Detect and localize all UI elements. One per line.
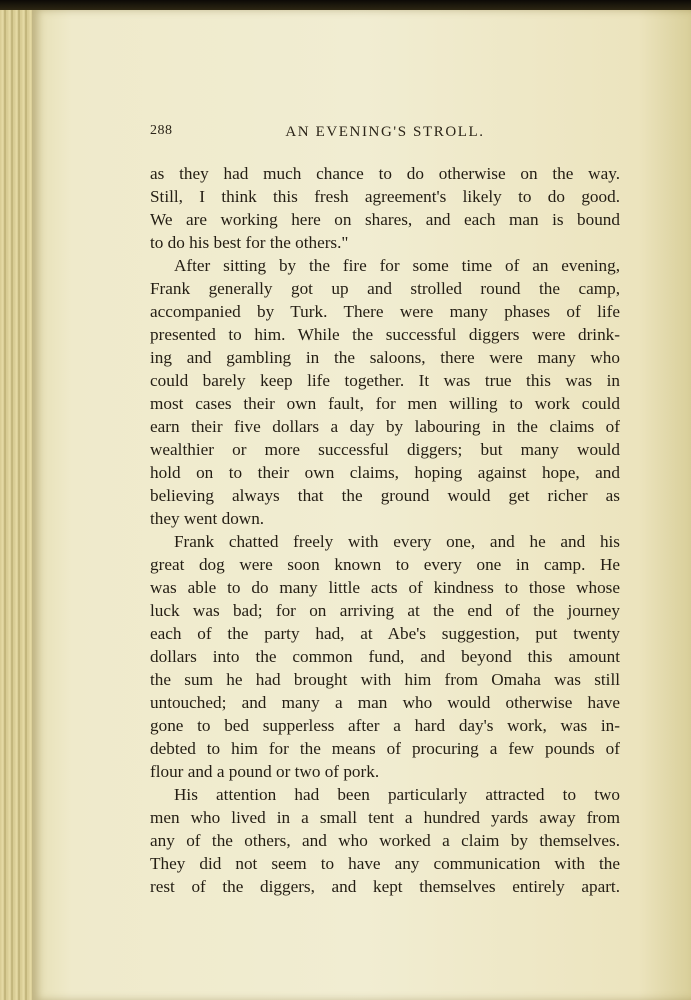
text-line: they went down. bbox=[150, 509, 265, 528]
text-line: men who lived in a small tent a hundred yards away from bbox=[150, 808, 620, 827]
text-line: After sitting by the fire for some time of an evening, bbox=[174, 256, 620, 275]
text-line: any of the others, and who worked a claim by themselves. bbox=[150, 831, 620, 850]
text-line: flour and a pound or two of pork. bbox=[150, 762, 380, 781]
page-header bbox=[150, 123, 620, 145]
text-line: They did not seem to have any communication with the bbox=[150, 854, 620, 873]
text-line: most cases their own fault, for men willing to work could bbox=[150, 394, 620, 413]
text-line: great dog were soon known to every one in camp. He bbox=[150, 555, 620, 574]
text-line: wealthier or more successful diggers; but many would bbox=[150, 440, 620, 459]
text-line: ing and gambling in the saloons, there were many who bbox=[150, 348, 620, 367]
text-line: Frank generally got up and strolled round the camp, bbox=[150, 279, 620, 298]
running-head: AN EVENING'S STROLL. bbox=[285, 124, 485, 140]
body-text bbox=[150, 162, 620, 898]
text-line: rest of the diggers, and kept themselves entirely apart. bbox=[150, 877, 620, 896]
text-line: could barely keep life together. It was true this was in bbox=[150, 371, 620, 390]
text-line: the sum he had brought with him from Omaha was still bbox=[150, 670, 620, 689]
text-line: hold on to their own claims, hoping against hope, and bbox=[150, 463, 620, 482]
text-line: as they had much chance to do otherwise on the way. bbox=[150, 164, 620, 183]
text-line: was able to do many little acts of kindness to those whose bbox=[150, 578, 620, 597]
text-line: gone to bed supperless after a hard day's work, was in- bbox=[150, 716, 620, 735]
text-line: to do his best for the others." bbox=[150, 233, 349, 252]
text-line: dollars into the common fund, and beyond this amount bbox=[150, 647, 620, 666]
text-line: We are working here on shares, and each man is bound bbox=[150, 210, 620, 229]
text-line: accompanied by Turk. There were many phases of life bbox=[150, 302, 620, 321]
text-line: earn their five dollars a day by labouring in the claims of bbox=[150, 417, 620, 436]
text-line: Frank chatted freely with every one, and he and his bbox=[174, 532, 620, 551]
text-line: debted to him for the means of procuring a few pounds of bbox=[150, 739, 620, 758]
text-line: untouched; and many a man who would otherwise have bbox=[150, 693, 620, 712]
text-line: Still, I think this fresh agreement's likely to do good. bbox=[150, 187, 620, 206]
page-number: 288 bbox=[150, 123, 173, 138]
text-line: His attention had been particularly attracted to two bbox=[174, 785, 620, 804]
text-line: luck was bad; for on arriving at the end of the journey bbox=[150, 601, 620, 620]
text-line: presented to him. While the successful diggers were drink- bbox=[150, 325, 620, 344]
text-line: believing always that the ground would get richer as bbox=[150, 486, 620, 505]
text-line: each of the party had, at Abe's suggestion, put twenty bbox=[150, 624, 620, 643]
